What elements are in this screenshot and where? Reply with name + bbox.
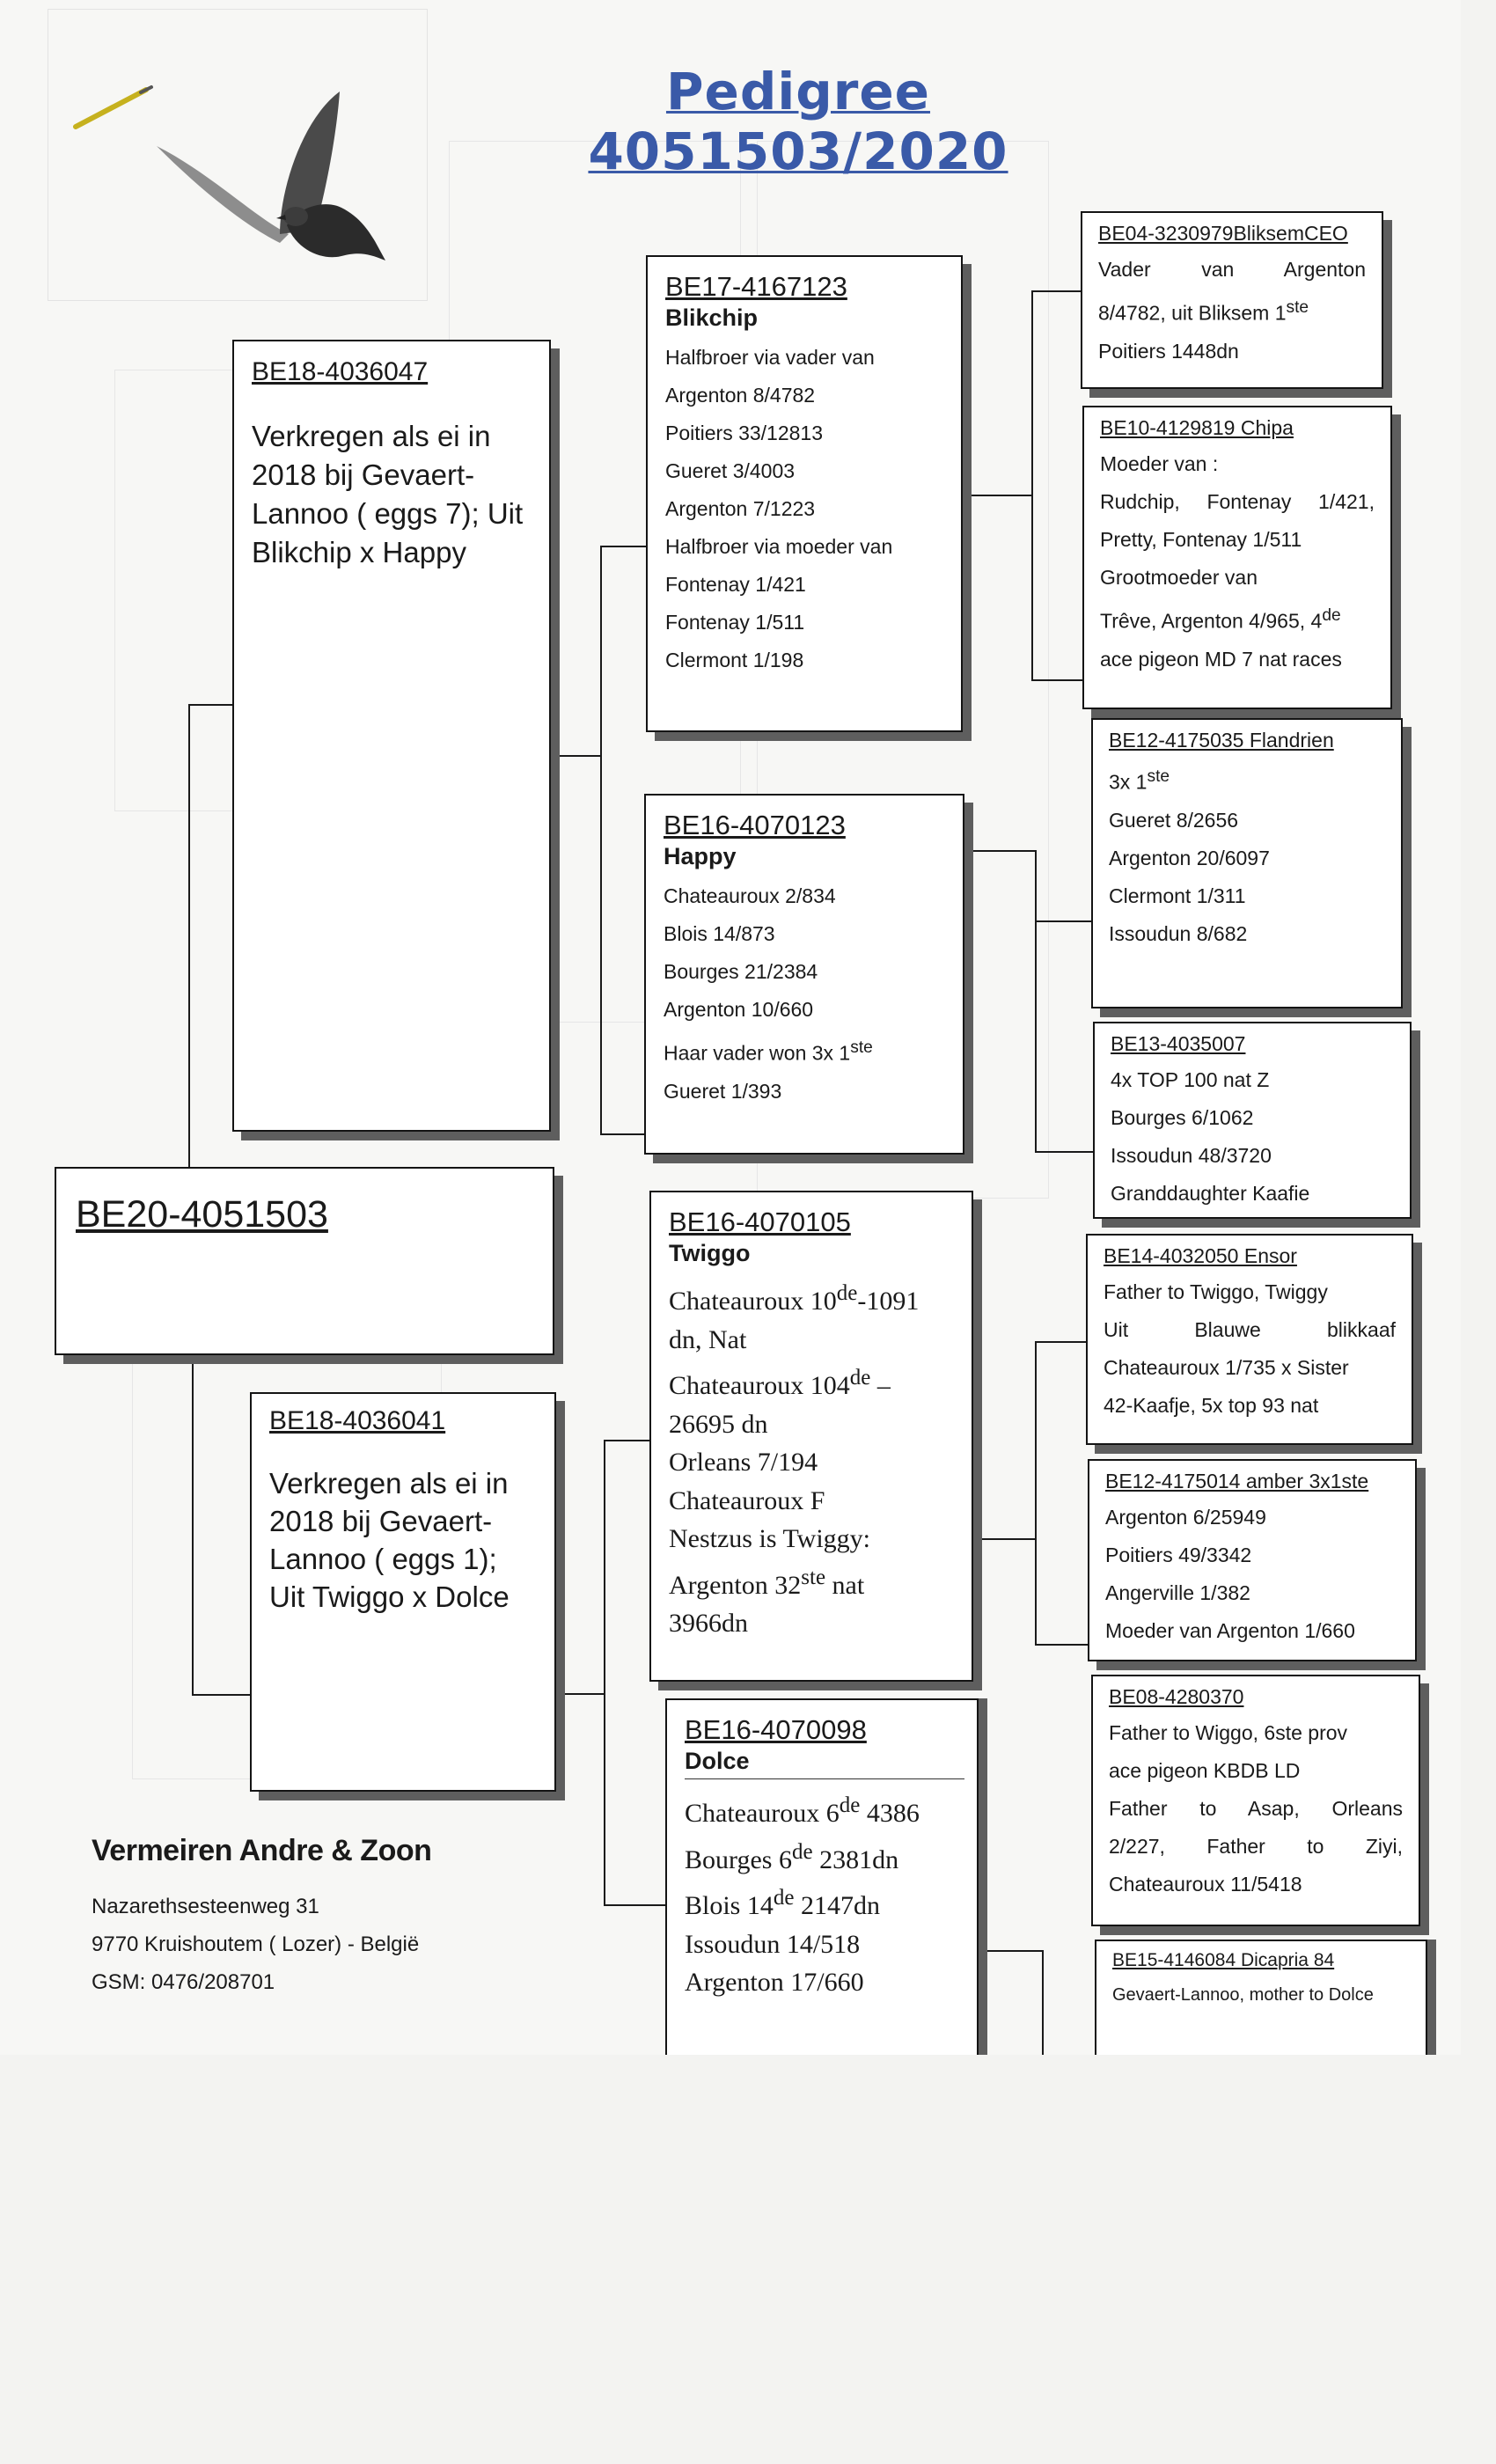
result-line: 3966dn <box>669 1609 748 1638</box>
result-text: Bourges 6 <box>685 1844 792 1874</box>
superscript: ste <box>1147 767 1170 786</box>
result-line: Fontenay 1/511 <box>665 611 805 634</box>
be13-4035007-box <box>1093 1022 1412 1219</box>
result-line <box>1100 597 1375 641</box>
dam-sire-box <box>649 1191 973 1682</box>
flandrien-box <box>1091 718 1403 1008</box>
result-line: Father to Wiggo, 6ste prov <box>1109 1721 1348 1744</box>
pigeon-illustration <box>148 84 385 269</box>
sire-dam-name: Happy <box>664 843 737 869</box>
dam-sire-name: Twiggo <box>669 1240 751 1266</box>
result-text: 8/4782, uit Bliksem 1 <box>1098 301 1287 325</box>
result-line: Fontenay 1/421 <box>665 573 806 596</box>
result-line <box>669 1359 954 1405</box>
owner-phone: GSM: 0476/208701 <box>92 1970 275 1994</box>
dam-dam-name: Dolce <box>685 1748 964 1779</box>
superscript: de <box>839 1793 861 1817</box>
result-line: Poitiers 1448dn <box>1098 339 1239 363</box>
subject-box <box>55 1167 554 1355</box>
result-line <box>669 1558 954 1605</box>
result-text: 2381dn <box>812 1844 899 1874</box>
result-line: Argenton 17/660 <box>685 1968 864 1997</box>
be08-ring: BE08-4280370 <box>1109 1685 1244 1708</box>
result-text: 2147dn <box>794 1891 880 1920</box>
result-line: Poitiers 49/3342 <box>1105 1544 1252 1566</box>
sire-description: Verkregen als ei in 2018 bij Gevaert-Lannoo ( eggs 7); Uit Blikchip x Happy <box>252 420 524 568</box>
result-line <box>1109 758 1385 802</box>
result-line: Issoudun 8/682 <box>1109 921 1248 945</box>
result-text: Haar vader won 3x 1 <box>664 1041 851 1065</box>
superscript: ste <box>850 1038 873 1057</box>
superscript: de <box>791 1839 813 1864</box>
result-line: Pretty, Fontenay 1/511 <box>1100 528 1302 551</box>
result-text: Argenton 32 <box>669 1570 802 1600</box>
subject-ring: BE20-4051503 <box>76 1193 328 1236</box>
result-line: ace pigeon KBDB LD <box>1109 1759 1301 1782</box>
sire-box <box>232 340 551 1132</box>
result-line: Father to Twiggo, Twiggy <box>1104 1280 1328 1303</box>
result-line: Issoudun 14/518 <box>685 1929 861 1959</box>
owner-block <box>92 1834 431 2001</box>
dam-dam-ring: BE16-4070098 <box>685 1714 867 1745</box>
result-line: 42-Kaafje, 5x top 93 nat <box>1104 1394 1319 1417</box>
result-line: Chateauroux 11/5418 <box>1109 1873 1302 1896</box>
result-line: Moeder van : <box>1100 452 1219 475</box>
dam-box <box>250 1392 556 1792</box>
sire-dam-ring: BE16-4070123 <box>664 810 846 840</box>
result-line: Vader van Argenton <box>1098 258 1366 281</box>
result-line: Moeder van Argenton 1/660 <box>1105 1619 1355 1642</box>
result-text: Blois 14 <box>685 1891 774 1920</box>
result-line: Gevaert-Lannoo, mother to Dolce <box>1112 1985 1374 2005</box>
result-text: Chateauroux 10 <box>669 1287 837 1316</box>
result-line: Argenton 7/1223 <box>665 497 816 520</box>
result-line: Gueret 1/393 <box>664 1079 782 1103</box>
result-line: Argenton 6/25949 <box>1105 1506 1266 1529</box>
result-line <box>685 1786 959 1833</box>
page-title: Pedigree 4051503/2020 <box>588 62 1008 181</box>
be13-ring: BE13-4035007 <box>1111 1032 1246 1055</box>
result-line: 4x TOP 100 nat Z <box>1111 1068 1270 1091</box>
result-line: Poitiers 33/12813 <box>665 422 824 444</box>
bliksem-box <box>1081 211 1383 389</box>
result-line: Chateauroux F <box>669 1485 825 1515</box>
sire-sire-ring: BE17-4167123 <box>665 271 847 302</box>
superscript: ste <box>1286 298 1309 317</box>
result-line: Orleans 7/194 <box>669 1448 818 1477</box>
result-line: Blois 14/873 <box>664 922 775 945</box>
dam-ring: BE18-4036041 <box>269 1406 446 1435</box>
ensor-ring: BE14-4032050 Ensor <box>1104 1244 1297 1267</box>
result-line: Uit Blauwe blikkaaf <box>1104 1318 1396 1341</box>
blank-page-margin <box>0 2055 1496 2464</box>
result-text: Chateauroux 104 <box>669 1371 850 1400</box>
result-text: 3x 1 <box>1109 770 1148 794</box>
chipa-box <box>1082 406 1392 709</box>
bliksem-ring: BE04-3230979BliksemCEO <box>1098 222 1348 245</box>
result-line: Father to Asap, Orleans <box>1109 1797 1403 1820</box>
result-line: Bourges 6/1062 <box>1111 1106 1254 1129</box>
result-text: Trêve, Argenton 4/965, 4 <box>1100 609 1323 633</box>
result-line: dn, Nat <box>669 1324 747 1354</box>
result-line: Bourges 21/2384 <box>664 960 818 983</box>
result-line: 2/227, Father to Ziyi, <box>1109 1835 1403 1858</box>
be08-4280370-box <box>1091 1675 1420 1926</box>
amber-ring: BE12-4175014 amber 3x1ste <box>1105 1470 1369 1492</box>
dicapria-ring: BE15-4146084 Dicapria 84 <box>1112 1950 1335 1970</box>
result-line: Halfbroer via moeder van <box>665 535 893 558</box>
result-line: Argenton 20/6097 <box>1109 846 1270 869</box>
result-line: Gueret 8/2656 <box>1109 808 1239 832</box>
result-line: Chateauroux 2/834 <box>664 884 836 907</box>
superscript: de <box>1322 606 1341 625</box>
dam-description: Verkregen als ei in 2018 bij Gevaert-Lannoo ( eggs 1); Uit Twiggo x Dolce <box>269 1467 510 1613</box>
sire-dam-box <box>644 794 964 1155</box>
sire-sire-name: Blikchip <box>665 304 759 331</box>
superscript: de <box>836 1281 858 1305</box>
owner-name: Vermeiren Andre & Zoon <box>92 1834 432 1867</box>
result-text: Chateauroux 6 <box>685 1799 840 1828</box>
result-text: -1091 <box>857 1287 920 1316</box>
result-text: nat <box>825 1570 865 1600</box>
result-line: Rudchip, Fontenay 1/421, <box>1100 490 1375 513</box>
dam-dam-box <box>665 1698 979 2068</box>
sire-sire-box <box>646 255 963 732</box>
result-line <box>1098 289 1366 333</box>
superscript: de <box>849 1366 871 1390</box>
result-line: Clermont 1/198 <box>665 649 804 671</box>
result-line: Argenton 8/4782 <box>665 384 816 407</box>
superscript: de <box>773 1886 795 1910</box>
result-line: Chateauroux 1/735 x Sister <box>1104 1356 1349 1379</box>
result-line: Clermont 1/311 <box>1109 884 1246 907</box>
result-line: ace pigeon MD 7 nat races <box>1100 647 1342 671</box>
result-line <box>664 1029 945 1073</box>
result-line: Argenton 10/660 <box>664 998 814 1021</box>
superscript: ste <box>801 1565 826 1589</box>
amber-box <box>1088 1459 1417 1661</box>
result-line: Issoudun 48/3720 <box>1111 1144 1272 1167</box>
dam-sire-ring: BE16-4070105 <box>669 1206 851 1237</box>
owner-city: 9770 Kruishoutem ( Lozer) - België <box>92 1932 420 1956</box>
result-text: 4386 <box>860 1799 920 1828</box>
result-line <box>669 1274 954 1321</box>
sire-ring: BE18-4036047 <box>252 357 429 386</box>
pen-drawing <box>70 84 158 137</box>
chipa-ring: BE10-4129819 Chipa <box>1100 416 1294 439</box>
owner-address: Nazarethsesteenweg 31 <box>92 1895 319 1918</box>
result-line: 26695 dn <box>669 1409 768 1439</box>
result-line: Halfbroer via vader van <box>665 346 875 369</box>
result-line: Nestzus is Twiggy: <box>669 1524 871 1553</box>
dicapria-box <box>1095 1940 1427 2068</box>
result-line: Grootmoeder van <box>1100 566 1258 589</box>
ensor-box <box>1086 1234 1413 1445</box>
result-line: Angerville 1/382 <box>1105 1581 1250 1604</box>
result-line <box>685 1833 959 1880</box>
flandrien-ring: BE12-4175035 Flandrien <box>1109 729 1334 752</box>
result-line: Gueret 3/4003 <box>665 459 796 482</box>
result-line <box>685 1879 959 1925</box>
result-text: – <box>870 1371 891 1400</box>
result-line: Granddaughter Kaafie <box>1111 1182 1310 1205</box>
